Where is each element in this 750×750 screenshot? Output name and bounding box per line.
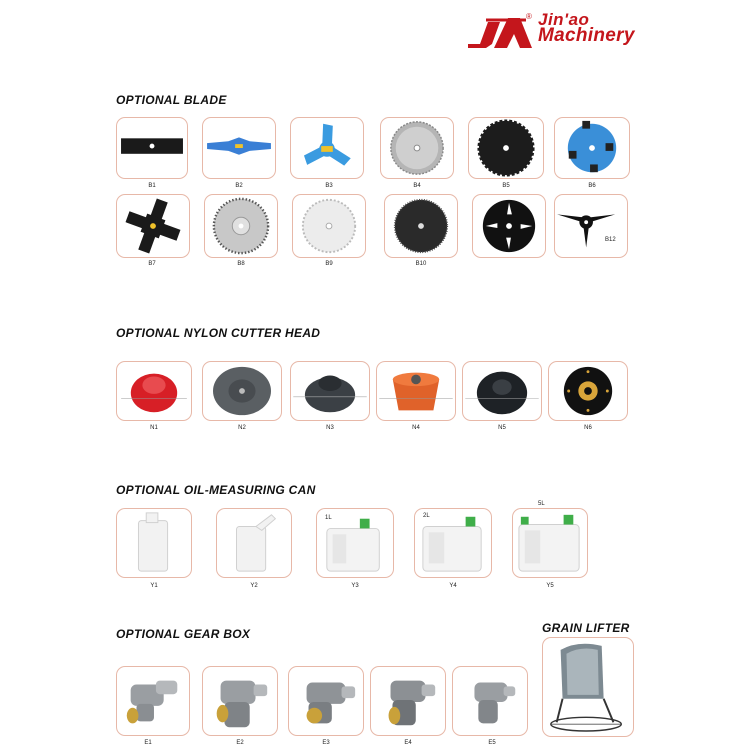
- oil-y5-size-label: 5L: [538, 501, 545, 507]
- blade-b9-caption: B9: [325, 261, 333, 267]
- gearbox-icon: [453, 667, 527, 735]
- black-trimmer-head-icon: [463, 362, 541, 420]
- blade-b3-caption: B3: [325, 183, 333, 189]
- gearbox-e1-tile: [116, 666, 190, 736]
- section-title-blade: OPTIONAL BLADE: [116, 93, 227, 107]
- nylon-n6-caption: N6: [584, 425, 592, 431]
- spout-bottle-icon: [217, 509, 291, 577]
- section-title-gearbox: OPTIONAL GEAR BOX: [116, 627, 251, 641]
- gearbox-icon: [371, 667, 445, 735]
- blade-b7-caption: B7: [148, 261, 156, 267]
- section-title-grain-lifter: GRAIN LIFTER: [542, 621, 630, 635]
- oil-y5-tile: [512, 508, 588, 578]
- section-title-nylon: OPTIONAL NYLON CUTTER HEAD: [116, 326, 321, 340]
- gearbox-e4-caption: E4: [404, 740, 412, 746]
- grey-trimmer-head-icon: [203, 362, 281, 420]
- nylon-n2-tile: [202, 361, 282, 421]
- three-point-blade-icon: [555, 195, 627, 257]
- oil-y3-tile: [316, 508, 394, 578]
- mixing-can-medium-icon: [415, 509, 491, 577]
- blade-b1-tile: [116, 117, 188, 179]
- disc-trimmer-head-icon: [549, 362, 627, 420]
- slotted-black-blade-icon: [473, 195, 545, 257]
- gearbox-icon: [203, 667, 277, 735]
- blade-b8-tile: [204, 194, 278, 258]
- mixing-can-large-icon: [513, 509, 587, 577]
- blade-b1-caption: B1: [148, 183, 156, 189]
- bump-feed-head-icon: [291, 362, 369, 420]
- blade-b4-caption: B4: [413, 183, 421, 189]
- oil-y2-tile: [216, 508, 292, 578]
- brand-name-line2: Machinery: [538, 25, 635, 46]
- gearbox-e1-caption: E1: [144, 740, 152, 746]
- gearbox-e2-caption: E2: [236, 740, 244, 746]
- orange-trimmer-head-icon: [377, 362, 455, 420]
- gearbox-icon: [117, 667, 189, 735]
- blade-b5-tile: [468, 117, 544, 179]
- oil-y4-caption: Y4: [449, 583, 457, 589]
- gearbox-e4-tile: [370, 666, 446, 736]
- nylon-n3-caption: N3: [326, 425, 334, 431]
- nylon-n4-caption: N4: [412, 425, 420, 431]
- bottle-icon: [117, 509, 191, 577]
- gearbox-icon: [289, 667, 363, 735]
- red-trimmer-head-icon: [117, 362, 191, 420]
- nylon-n5-caption: N5: [498, 425, 506, 431]
- gearbox-e2-tile: [202, 666, 278, 736]
- circular-saw-blade-icon: [381, 118, 453, 178]
- carbide-saw-blade-icon: [205, 195, 277, 257]
- nylon-n2-caption: N2: [238, 425, 246, 431]
- blade-b10-caption: B10: [415, 261, 427, 267]
- blue-flat-blade-icon: [203, 118, 275, 178]
- oil-y4-tile: [414, 508, 492, 578]
- section-title-oil: OPTIONAL OIL-MEASURING CAN: [116, 483, 316, 497]
- gearbox-e5-tile: [452, 666, 528, 736]
- blade-b8-caption: B8: [237, 261, 245, 267]
- oil-y2-caption: Y2: [250, 583, 258, 589]
- flat-blade-icon: [117, 118, 187, 178]
- blade-b2-tile: [202, 117, 276, 179]
- blade-b10-tile: [384, 194, 458, 258]
- three-tooth-blade-icon: [291, 118, 363, 178]
- four-tooth-blade-icon: [117, 195, 189, 257]
- oil-y1-caption: Y1: [150, 583, 158, 589]
- nylon-n6-tile: [548, 361, 628, 421]
- registered-mark: ®: [526, 12, 532, 21]
- oil-y1-tile: [116, 508, 192, 578]
- nylon-n4-tile: [376, 361, 456, 421]
- blade-b12-caption: B12: [605, 237, 616, 243]
- nylon-n1-tile: [116, 361, 192, 421]
- blue-disc-blade-icon: [555, 118, 629, 178]
- gearbox-e5-caption: E5: [488, 740, 496, 746]
- blade-b9-tile: [292, 194, 366, 258]
- gearbox-e3-tile: [288, 666, 364, 736]
- blade-b4-tile: [380, 117, 454, 179]
- gearbox-e3-caption: E3: [322, 740, 330, 746]
- black-toothed-blade-icon: [469, 118, 543, 178]
- blade-b6-caption: B6: [588, 183, 596, 189]
- oil-y4-size-label: 2L: [423, 513, 430, 519]
- dark-disc-blade-icon: [385, 195, 457, 257]
- white-saw-blade-icon: [293, 195, 365, 257]
- nylon-n5-tile: [462, 361, 542, 421]
- blade-b3-tile: [290, 117, 364, 179]
- grain-lifter-icon: [543, 638, 633, 736]
- nylon-n1-caption: N1: [150, 425, 158, 431]
- brand-name-line1: Jin'ao: [538, 10, 590, 29]
- blade-b11-tile: [472, 194, 546, 258]
- oil-y3-size-label: 1L: [325, 515, 332, 521]
- oil-y5-caption: Y5: [546, 583, 554, 589]
- grain-lifter-tile: [542, 637, 634, 737]
- brand-name: [538, 12, 635, 44]
- nylon-n3-tile: [290, 361, 370, 421]
- oil-y3-caption: Y3: [351, 583, 359, 589]
- blade-b5-caption: B5: [502, 183, 510, 189]
- blade-b7-tile: [116, 194, 190, 258]
- blade-b6-tile: [554, 117, 630, 179]
- blade-b12-tile: [554, 194, 628, 258]
- blade-b2-caption: B2: [235, 183, 243, 189]
